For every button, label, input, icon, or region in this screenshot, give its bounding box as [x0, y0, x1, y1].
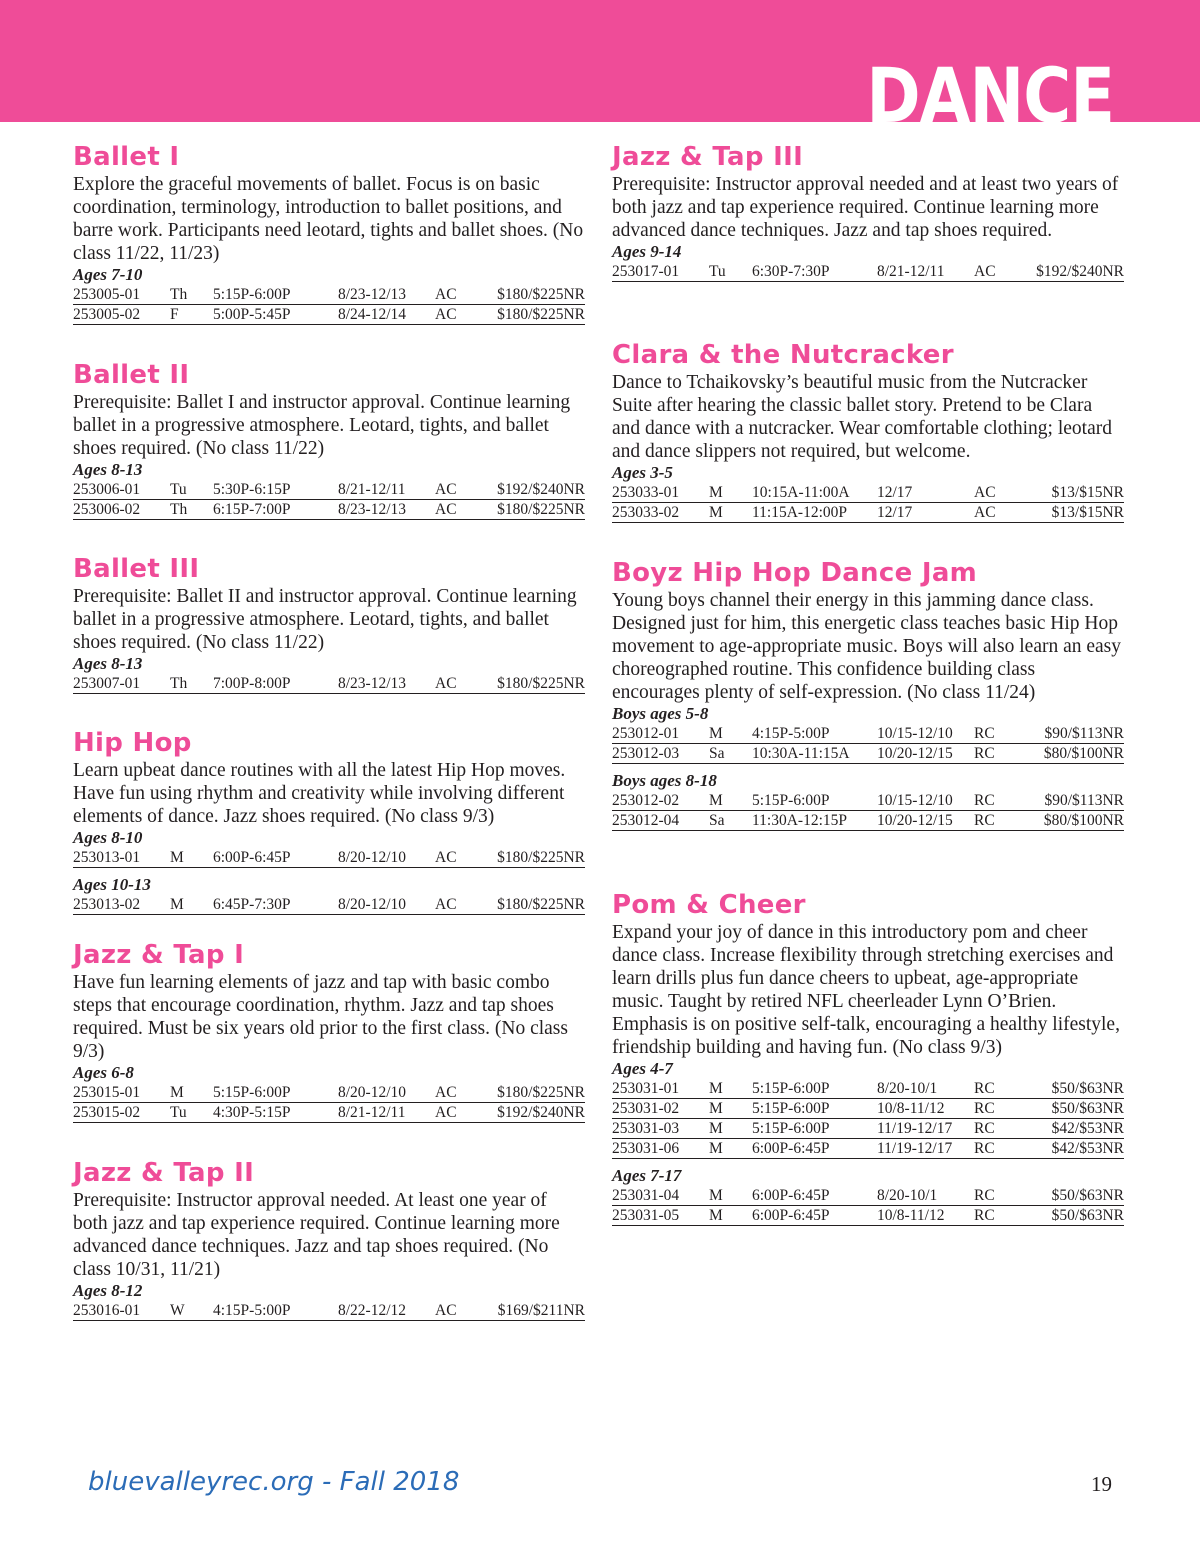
class-dates: 10/20-12/15 — [877, 812, 953, 829]
class-code: 253031-06 — [612, 1140, 680, 1157]
age-group — [73, 828, 585, 868]
class-day: M — [170, 896, 184, 913]
page-title: DANCE — [866, 51, 1114, 140]
class-dates: 8/20-12/10 — [338, 1084, 407, 1101]
course-section — [73, 142, 585, 325]
class-dates: 8/20-12/10 — [338, 849, 407, 866]
course-section — [73, 728, 585, 915]
schedule-row — [612, 791, 1124, 811]
class-day: M — [709, 484, 723, 501]
age-group — [73, 1281, 585, 1321]
age-group — [612, 242, 1124, 282]
class-code: 253033-02 — [612, 504, 680, 521]
class-dates: 8/20-12/10 — [338, 896, 407, 913]
class-fee: $42/$53NR — [1051, 1140, 1124, 1157]
schedule-row — [612, 262, 1124, 282]
class-code: 253031-01 — [612, 1080, 680, 1097]
age-group — [73, 1063, 585, 1123]
class-code: 253012-04 — [612, 812, 680, 829]
age-group — [612, 1166, 1124, 1226]
course-title: Jazz & Tap I — [73, 940, 245, 970]
class-loc: RC — [974, 1207, 995, 1224]
class-code: 253007-01 — [73, 675, 141, 692]
class-fee: $90/$113NR — [1044, 725, 1124, 742]
class-day: Tu — [170, 1104, 187, 1121]
class-fee: $80/$100NR — [1043, 745, 1124, 762]
class-loc: RC — [974, 1080, 995, 1097]
class-time: 5:30P-6:15P — [213, 481, 291, 498]
class-dates: 8/21-12/11 — [877, 263, 945, 280]
class-day: Th — [170, 286, 188, 303]
course-description: Prerequisite: Instructor approval needed. At least one year of both jazz and tap experience required. Continue learning more advanced dance techniques. Jazz and tap shoes required. (No class 10/31, 11/21) — [73, 1190, 560, 1280]
course-section — [73, 1158, 585, 1321]
class-dates: 8/22-12/12 — [338, 1302, 407, 1319]
class-dates: 8/21-12/11 — [338, 1104, 406, 1121]
age-group — [73, 875, 585, 915]
course-title: Ballet III — [73, 554, 200, 584]
age-range: Boys ages 8-18 — [612, 771, 717, 790]
course-title: Jazz & Tap III — [612, 142, 804, 172]
class-time: 6:15P-7:00P — [213, 501, 291, 518]
schedule-row — [612, 1186, 1124, 1206]
class-day: M — [709, 1100, 723, 1117]
class-dates: 11/19-12/17 — [877, 1140, 953, 1157]
course-description: Explore the graceful movements of ballet. Focus is on basic coordination, terminology, introduction to ballet positions, and barre work. Participants need leotard, tights and ballet shoes. (No class 11/22, 11/23) — [73, 174, 584, 264]
class-loc: AC — [435, 896, 457, 913]
class-fee: $192/$240NR — [1036, 263, 1124, 280]
class-fee: $180/$225NR — [497, 896, 585, 913]
schedule-row — [73, 1103, 585, 1123]
class-code: 253006-01 — [73, 481, 141, 498]
class-dates: 10/15-12/10 — [877, 725, 953, 742]
class-code: 253015-01 — [73, 1084, 141, 1101]
class-time: 4:30P-5:15P — [213, 1104, 291, 1121]
class-dates: 8/23-12/13 — [338, 501, 407, 518]
class-loc: AC — [974, 504, 996, 521]
class-fee: $180/$225NR — [497, 849, 585, 866]
course-section — [612, 340, 1124, 523]
class-loc: RC — [974, 745, 995, 762]
class-code: 253033-01 — [612, 484, 680, 501]
class-loc: AC — [974, 484, 996, 501]
schedule-row — [612, 1119, 1124, 1139]
class-loc: AC — [435, 306, 457, 323]
class-time: 6:45P-7:30P — [213, 896, 291, 913]
class-code: 253031-04 — [612, 1187, 680, 1204]
course-title: Ballet II — [73, 360, 190, 390]
class-day: M — [709, 1207, 723, 1224]
schedule-row — [73, 1083, 585, 1103]
schedule-row — [612, 744, 1124, 764]
age-range: Ages 8-13 — [73, 460, 143, 479]
class-dates: 10/15-12/10 — [877, 792, 953, 809]
age-range: Ages 7-10 — [73, 265, 143, 284]
class-time: 10:30A-11:15A — [752, 745, 850, 762]
class-fee: $180/$225NR — [497, 501, 585, 518]
schedule-row — [612, 724, 1124, 744]
class-fee: $180/$225NR — [497, 306, 585, 323]
class-dates: 8/20-10/1 — [877, 1187, 938, 1204]
schedule-row — [612, 1099, 1124, 1119]
class-day: M — [709, 1140, 723, 1157]
age-group — [73, 265, 585, 325]
header-banner — [0, 0, 1200, 140]
schedule-row — [612, 1139, 1124, 1159]
class-fee: $13/$15NR — [1051, 504, 1124, 521]
class-dates: 8/24-12/14 — [338, 306, 407, 323]
class-code: 253013-01 — [73, 849, 141, 866]
age-range: Ages 9-14 — [612, 242, 682, 261]
class-code: 253015-02 — [73, 1104, 141, 1121]
class-loc: RC — [974, 1140, 995, 1157]
class-day: Tu — [709, 263, 726, 280]
class-day: F — [170, 306, 179, 323]
age-range: Ages 8-10 — [73, 828, 143, 847]
class-code: 253006-02 — [73, 501, 141, 518]
class-loc: AC — [435, 1084, 457, 1101]
class-loc: RC — [974, 1187, 995, 1204]
class-fee: $42/$53NR — [1051, 1120, 1124, 1137]
class-time: 6:00P-6:45P — [752, 1140, 830, 1157]
class-fee: $13/$15NR — [1051, 484, 1124, 501]
class-fee: $50/$63NR — [1051, 1100, 1124, 1117]
class-dates: 8/23-12/13 — [338, 286, 407, 303]
class-time: 6:00P-6:45P — [213, 849, 291, 866]
class-code: 253005-02 — [73, 306, 141, 323]
course-title: Boyz Hip Hop Dance Jam — [612, 558, 978, 588]
class-code: 253013-02 — [73, 896, 141, 913]
class-loc: AC — [435, 1302, 457, 1319]
class-dates: 8/23-12/13 — [338, 675, 407, 692]
class-day: M — [709, 792, 723, 809]
class-loc: RC — [974, 1100, 995, 1117]
class-fee: $192/$240NR — [497, 1104, 585, 1121]
class-time: 11:15A-12:00P — [752, 504, 848, 521]
page-number: 19 — [1091, 1472, 1112, 1496]
class-code: 253012-02 — [612, 792, 680, 809]
schedule-row — [73, 848, 585, 868]
class-code: 253005-01 — [73, 286, 141, 303]
class-loc: AC — [435, 286, 457, 303]
class-dates: 10/8-11/12 — [877, 1100, 945, 1117]
course-section — [612, 558, 1124, 831]
age-group — [612, 463, 1124, 523]
age-group — [73, 460, 585, 520]
class-time: 5:15P-6:00P — [213, 286, 291, 303]
course-description: Prerequisite: Instructor approval needed and at least two years of both jazz and tap experience required. Continue learning more advanced dance techniques. Jazz and tap shoes required. — [612, 174, 1119, 241]
age-range: Boys ages 5-8 — [612, 704, 709, 723]
class-time: 4:15P-5:00P — [752, 725, 830, 742]
class-dates: 12/17 — [877, 504, 913, 521]
schedule-row — [73, 305, 585, 325]
class-time: 5:15P-6:00P — [213, 1084, 291, 1101]
class-code: 253017-01 — [612, 263, 680, 280]
course-title: Ballet I — [73, 142, 180, 172]
class-loc: RC — [974, 812, 995, 829]
class-fee: $80/$100NR — [1043, 812, 1124, 829]
age-range: Ages 8-12 — [73, 1281, 143, 1300]
class-day: M — [170, 1084, 184, 1101]
course-description: Expand your joy of dance in this introductory pom and cheer dance class. Increase flexibility through stretching exercises and learn drills plus fun dance cheers to upbeat, age-appropriate music. Taught by retired NFL cheerleader Lynn O’Brien. Emphasis is on positive self-talk, encouraging a healthy lifestyle, friendship building and having fun. (No class 9/3) — [612, 922, 1120, 1058]
age-range: Ages 4-7 — [612, 1059, 673, 1078]
schedule-row — [612, 1079, 1124, 1099]
course-title: Clara & the Nutcracker — [612, 340, 954, 370]
course-section — [73, 554, 585, 694]
class-day: Th — [170, 501, 188, 518]
schedule-row — [612, 811, 1124, 831]
class-day: M — [709, 725, 723, 742]
age-group — [73, 654, 585, 694]
class-fee: $192/$240NR — [497, 481, 585, 498]
age-range: Ages 3-5 — [612, 463, 673, 482]
age-range: Ages 7-17 — [612, 1166, 682, 1185]
class-fee: $50/$63NR — [1051, 1187, 1124, 1204]
schedule-row — [73, 895, 585, 915]
schedule-row — [73, 285, 585, 305]
schedule-row — [612, 483, 1124, 503]
class-dates: 10/8-11/12 — [877, 1207, 945, 1224]
class-fee: $180/$225NR — [497, 286, 585, 303]
class-day: Tu — [170, 481, 187, 498]
class-day: Sa — [709, 745, 725, 762]
class-dates: 8/21-12/11 — [338, 481, 406, 498]
class-time: 4:15P-5:00P — [213, 1302, 291, 1319]
class-time: 6:00P-6:45P — [752, 1207, 830, 1224]
class-time: 11:30A-12:15P — [752, 812, 848, 829]
class-code: 253031-02 — [612, 1100, 680, 1117]
age-group — [612, 704, 1124, 764]
class-loc: RC — [974, 792, 995, 809]
class-day: M — [170, 849, 184, 866]
age-range: Ages 6-8 — [73, 1063, 134, 1082]
schedule-row — [612, 1206, 1124, 1226]
class-day: M — [709, 1120, 723, 1137]
course-description: Prerequisite: Ballet II and instructor approval. Continue learning ballet in a progressive atmosphere. Leotard, tights, and ballet shoes required. (No class 11/22) — [73, 586, 577, 653]
class-time: 7:00P-8:00P — [213, 675, 291, 692]
class-loc: AC — [435, 1104, 457, 1121]
class-time: 5:15P-6:00P — [752, 1120, 830, 1137]
class-loc: AC — [435, 849, 457, 866]
class-loc: AC — [435, 501, 457, 518]
course-section — [612, 890, 1124, 1226]
class-time: 6:30P-7:30P — [752, 263, 830, 280]
schedule-row — [612, 503, 1124, 523]
class-fee: $50/$63NR — [1051, 1080, 1124, 1097]
class-code: 253016-01 — [73, 1302, 141, 1319]
course-title: Hip Hop — [73, 728, 192, 758]
class-day: M — [709, 504, 723, 521]
course-title: Pom & Cheer — [612, 890, 806, 920]
class-dates: 10/20-12/15 — [877, 745, 953, 762]
footer-website[interactable]: bluevalleyrec.org - Fall 2018 — [88, 1467, 460, 1497]
class-day: M — [709, 1080, 723, 1097]
age-range: Ages 8-13 — [73, 654, 143, 673]
schedule-row — [73, 1301, 585, 1321]
class-time: 5:15P-6:00P — [752, 1100, 830, 1117]
class-day: Th — [170, 675, 188, 692]
class-day: Sa — [709, 812, 725, 829]
class-time: 5:15P-6:00P — [752, 792, 830, 809]
course-description: Young boys channel their energy in this jamming dance class. Designed just for him, this energetic class teaches basic Hip Hop movement to age-appropriate music. Boys will also learn an easy choreographed routine. This confidence building class encourages plenty of self-expression. (No class 11/24) — [612, 590, 1122, 703]
class-loc: RC — [974, 1120, 995, 1137]
class-code: 253031-03 — [612, 1120, 680, 1137]
schedule-row — [73, 480, 585, 500]
course-section — [73, 360, 585, 520]
age-group — [612, 1059, 1124, 1159]
schedule-row — [73, 674, 585, 694]
class-dates: 8/20-10/1 — [877, 1080, 938, 1097]
class-day: M — [709, 1187, 723, 1204]
class-time: 10:15A-11:00A — [752, 484, 850, 501]
course-title: Jazz & Tap II — [73, 1158, 255, 1188]
class-dates: 12/17 — [877, 484, 913, 501]
course-description: Learn upbeat dance routines with all the latest Hip Hop moves. Have fun using rhythm and creativity while involving different elements of dance. Jazz shoes required. (No class 9/3) — [73, 760, 566, 827]
class-fee: $169/$211NR — [497, 1302, 585, 1319]
class-fee: $90/$113NR — [1044, 792, 1124, 809]
course-description: Have fun learning elements of jazz and tap with basic combo steps that encourage coordination, rhythm. Jazz and tap shoes required. Must be six years old prior to the first class. (No class 9/3) — [73, 972, 568, 1062]
course-section — [612, 142, 1124, 282]
class-loc: AC — [435, 481, 457, 498]
course-description: Prerequisite: Ballet I and instructor approval. Continue learning ballet in a progressive atmosphere. Leotard, tights, and ballet shoes required. (No class 11/22) — [73, 392, 571, 459]
class-dates: 11/19-12/17 — [877, 1120, 953, 1137]
class-time: 5:15P-6:00P — [752, 1080, 830, 1097]
age-group — [612, 771, 1124, 831]
schedule-row — [73, 500, 585, 520]
class-loc: AC — [435, 675, 457, 692]
class-code: 253031-05 — [612, 1207, 680, 1224]
class-code: 253012-03 — [612, 745, 680, 762]
class-time: 5:00P-5:45P — [213, 306, 291, 323]
class-fee: $180/$225NR — [497, 1084, 585, 1101]
class-code: 253012-01 — [612, 725, 680, 742]
class-time: 6:00P-6:45P — [752, 1187, 830, 1204]
class-loc: AC — [974, 263, 996, 280]
age-range: Ages 10-13 — [73, 875, 151, 894]
course-section — [73, 940, 585, 1123]
course-description: Dance to Tchaikovsky’s beautiful music from the Nutcracker Suite after hearing the classic ballet story. Pretend to be Clara and dance with a nutcracker. Wear comfortable clothing; leotard and dance slippers not required, but welcome. — [612, 372, 1112, 462]
class-loc: RC — [974, 725, 995, 742]
class-fee: $180/$225NR — [497, 675, 585, 692]
class-fee: $50/$63NR — [1051, 1207, 1124, 1224]
class-day: W — [170, 1302, 185, 1319]
